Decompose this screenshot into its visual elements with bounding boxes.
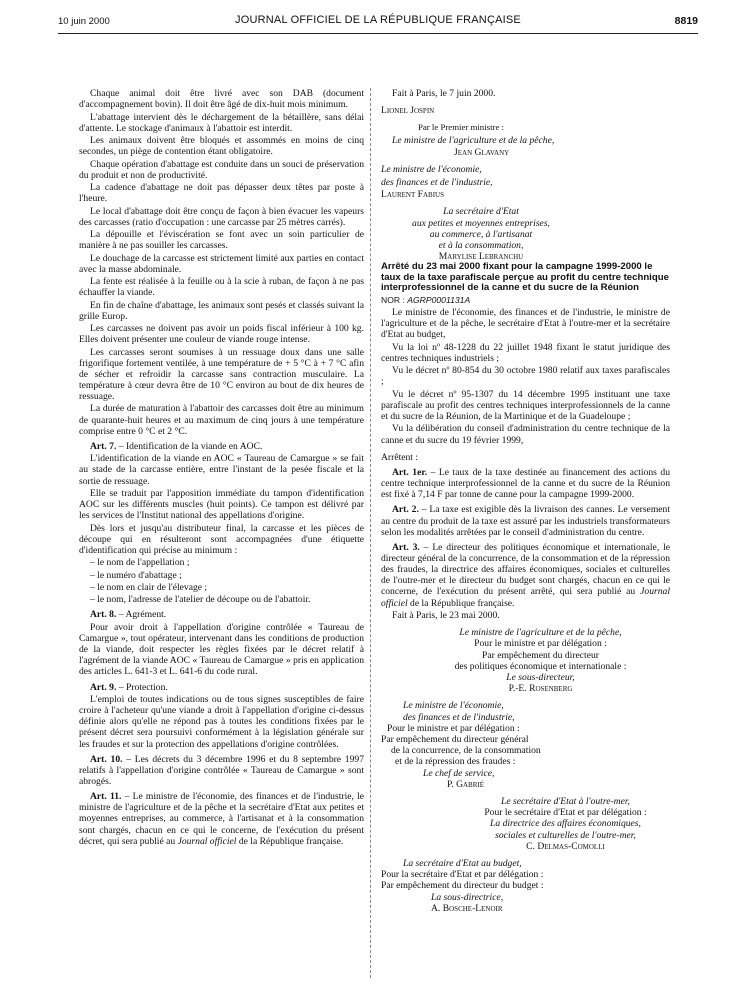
article-10 [79, 754, 364, 787]
paragraph: Vu la loi nº 48-1228 du 22 juillet 1948 fixant le statut juridique des centres techniques industriels ; [381, 341, 670, 364]
paragraph: Chaque opération d'abattage est conduite dans un souci de préservation du produit et non de productivité. [79, 158, 364, 181]
arrete-title: Arrêté du 23 mai 2000 fixant pour la campagne 1999-2000 le taux de la taxe parafiscale perçue au profit du centre technique interprofessionnel de la canne et du sucre de la Réunion [381, 261, 669, 294]
paragraph: L'identification de la viande en AOC « Taureau de Camargue » se fait au stade de la carcasse entière, entre l'instant de la pesée fiscale et la sortie de ressuage. [79, 453, 364, 487]
paragraph: Vu la délibération du conseil d'administration du centre technique de la canne et du sucre du 19 février 1999, [381, 423, 670, 446]
article-label: Art. 7. [90, 440, 117, 452]
signature-line: de la concurrence, de la consommation [391, 745, 541, 757]
article-9-heading [79, 682, 364, 693]
list-item: – le numéro d'abattage ; [90, 569, 182, 581]
signatory-name: P.-E. Rosenberg [508, 683, 573, 695]
article-title: – Protection. [116, 681, 168, 693]
signatory-name: A. Bosche-Lenoir [431, 902, 503, 914]
signatory-role: Le ministre de l'agriculture et de la pêche, [392, 134, 555, 146]
list-item: – le nom, l'adresse de l'atelier de découpe ou de l'abattoir. [90, 594, 311, 606]
article-11 [79, 791, 364, 847]
signatory-role: La secrétaire d'Etat [443, 206, 519, 218]
signature-block-budget [381, 858, 591, 914]
page-number: 8819 [674, 15, 698, 27]
article-label: Art. 11. [90, 791, 122, 803]
signature-line: Par empêchement du directeur du budget : [381, 880, 544, 892]
article-body: – Le taux de la taxe destinée au financement des actions du centre technique interprofessionnel de la canne et du sucre de la Réunion est fixé à 7,14 F par tonne de canne pour la campagne 1999-2000. [381, 466, 670, 501]
nor-reference [381, 295, 670, 306]
right-column [381, 88, 670, 914]
paragraph: La cadence d'abattage ne doit pas dépasser deux têtes par poste à l'heure. [79, 182, 364, 205]
signatory-name: Jean Glavany [454, 147, 510, 159]
signature-line: Pour la secrétaire d'Etat et par délégation : [381, 869, 544, 881]
signatory-name: Laurent Fabius [381, 189, 444, 201]
paragraph: La fente est réalisée à la feuille ou à la scie à ruban, de façon à ne pas échauffer la viande. [79, 276, 364, 299]
article-1 [381, 467, 670, 500]
signatory-role: sociales et culturelles de l'outre-mer, [495, 829, 636, 841]
signature-block-economie [381, 700, 581, 790]
paragraph: Le ministre de l'économie, des finances et de l'industrie, le ministre de l'agriculture et de la pêche, le secrétaire d'Etat à l'outre-mer et la secrétaire d'Etat au budget, [381, 307, 670, 341]
signatory-role: et à la consommation, [438, 239, 524, 251]
header-rule [58, 33, 698, 34]
article-label: Art. 8. [90, 609, 117, 621]
paragraph: Dès lors et jusqu'au distributeur final, la carcasse et les pièces de découpe qui en résulteront sont accompagnées d'une étiquette d'identification qui précise au minimum : [79, 522, 364, 556]
article-title: – Agrément. [116, 609, 167, 621]
journal-officiel-ref: Journal officiel [177, 835, 237, 847]
arretent: Arrêtent : [381, 451, 419, 463]
paragraph: Les animaux doivent être bloqués et assommés en moins de cinq secondes, un piège de contention étant obligatoire. [79, 135, 364, 158]
paragraph: La dépouille et l'éviscération se font avec un soin particulier de manière à ne pas souiller les carcasses. [79, 229, 364, 252]
signature-line: Par le Premier ministre : [418, 122, 504, 133]
article-label: Art. 2. [392, 504, 419, 516]
paragraph: Chaque animal doit être livré avec son DAB (document d'accompagnement bovin). Il doit être âgé de dix-huit mois minimum. [79, 88, 364, 111]
signatory-role: Le chef de service, [423, 767, 495, 779]
header-date: 10 juin 2000 [58, 16, 110, 27]
signature-line: Par empêchement du directeur général [381, 733, 529, 745]
paragraph: Le local d'abattage doit être conçu de façon à bien évacuer les vapeurs des carcasses (ratio d'occupation : une carcasse par 25 mètres carrés). [79, 205, 364, 228]
signature-line: Pour le secrétaire d'Etat et par délégation : [484, 807, 647, 819]
article-7-heading [79, 441, 364, 452]
signature-line: Pour le ministre et par délégation : [387, 722, 520, 734]
nor-label: NOR : [381, 294, 408, 305]
journal-officiel-ref: Journal officiel [381, 586, 670, 609]
signatory-role: Le sous-directeur, [506, 671, 575, 683]
list-item: – le nom de l'appellation ; [90, 557, 190, 569]
article-body: – Le ministre de l'économie, des finances et de l'industrie, le ministre de l'agriculture et de la pêche et la secrétaire d'Etat aux petites et moyennes entreprises, au commerce, à l'artisanat et à la consommation sont chargés, chacun en ce qui le concerne, de l'exécution du présent décret, qui sera publié au [79, 791, 365, 847]
article-label: Art. 9. [90, 681, 117, 693]
date-line: Fait à Paris, le 7 juin 2000. [392, 88, 496, 99]
left-column [79, 88, 364, 848]
header-title: JOURNAL OFFICIEL DE LA RÉPUBLIQUE FRANÇAISE [235, 14, 521, 26]
paragraph: En fin de chaîne d'abattage, les animaux sont pesés et classés suivant la grille Europ. [79, 299, 364, 322]
article-body: – Le directeur des politiques économique et internationale, le directeur général de la concurrence, de la consommation et de la répression des fraudes, la directrice des affaires économiques, sociales et culturelles de l'outre-mer et le directeur du budget sont chargés, chacun en ce qui le concerne, de l'exécution du présent arrêté, qui sera publié au [381, 541, 670, 598]
column-divider [370, 88, 371, 978]
signature-line: Par empêchement du directeur [482, 649, 599, 661]
nor-code: AGRP0001131A [407, 294, 471, 305]
signatory-role: Le ministre de l'agriculture et de la pêche, [459, 627, 622, 639]
paragraph: Le douchage de la carcasse est strictement limité aux parties en contact avec la masse abdominale. [79, 252, 364, 275]
signatory-role: Le ministre de l'économie, [403, 700, 504, 712]
article-3 [381, 542, 670, 609]
signatory-role: des finances et de l'industrie, [403, 711, 515, 723]
article-label: Art. 10. [90, 753, 123, 765]
paragraph: L'abattage intervient dès le déchargement de la bétaillère, sans délai d'attente. Le stockage d'animaux à l'abattoir est interdit. [79, 111, 364, 134]
article-body: – La taxe est exigible dès la livraison des cannes. Le versement au centre du produit de la taxe est assuré par les industriels transformateurs selon les modalités arrêtées par le conseil d'administration du centre. [381, 504, 670, 538]
paragraph: Pour avoir droit à l'appellation d'origine contrôlée « Taureau de Camargue », tout opérateur, intervenant dans les conditions de production de la viande, doit respecter les règles fixées par le décret relatif à l'agrément de la viande AOC « Taureau de Camargue » pris en application des articles L. 641-3 et L. 641-6 du code rural. [79, 621, 364, 678]
signatory-name: Marylise Lebranchu [438, 251, 524, 263]
signatory-role: Le secrétaire d'Etat à l'outre-mer, [501, 795, 630, 807]
paragraph: Les carcasses seront soumises à un ressuage doux dans une salle frigorifique fortement ventilée, à une température de + 5 °C à + 7 °C afin de sécher et refroidir la carcasse sans contraction musculaire. La température à cœur devra être de 10 °C environ au bout de dix heures de ressuage. [79, 346, 364, 403]
signatory-role: La sous-directrice, [431, 891, 504, 903]
article-2 [381, 504, 670, 537]
secretary-signature [381, 206, 581, 262]
page-header [58, 14, 698, 30]
signature-line: Pour le ministre et par délégation : [474, 638, 607, 650]
paragraph: Vu le décret nº 95-1307 du 14 décembre 1995 instituant une taxe parafiscale au profit des centres techniques interprofessionnels de la canne et du sucre de la Réunion, de la Martinique et de la Guadeloupe ; [381, 388, 670, 423]
article-8-heading [79, 609, 364, 620]
paragraph: Vu le décret nº 80-854 du 30 octobre 1980 relatif aux taxes parafiscales ; [381, 365, 670, 388]
paragraph: Les carcasses ne doivent pas avoir un poids fiscal inférieur à 100 kg. Elles doivent présenter une couleur de viande rouge intense. [79, 323, 364, 346]
list-item: – le nom en clair de l'élevage ; [90, 581, 208, 593]
requirements-list [79, 557, 364, 605]
signatory-name: P. Gabrié [447, 778, 484, 790]
signature-block-agriculture [381, 627, 670, 694]
signature-line: des politiques économique et internationale : [454, 660, 627, 672]
article-title: – Identification de la viande en AOC. [116, 440, 263, 452]
paragraph: Elle se traduit par l'apposition immédiate du tampon d'identification AOC sur les différents muscles (huit points). Ce tampon est délivré par les services de l'Institut national des appellations d'origine. [79, 487, 364, 522]
paragraph: L'emploi de toutes indications ou de tous signes susceptibles de faire croire à l'acheteur qu'une viande a droit à l'appellation d'origine ci-dessus définie alors qu'elle ne répond pas à toutes les conditions fixées par le présent décret sera poursuivi conformément à la législation générale sur les fraudes et sur la protection des appellations d'origine contrôlées. [79, 693, 364, 750]
signatory-role: au commerce, à l'artisanat [429, 228, 533, 240]
signatory-role: La secrétaire d'Etat au budget, [403, 857, 522, 869]
article-body: – Les décrets du 3 décembre 1996 et du 8 septembre 1997 relatifs à l'appellation d'origine contrôlée « Taureau de Camargue » sont abrogés. [79, 753, 364, 787]
article-body-end: de la République française. [407, 597, 515, 609]
signatory-role: La directrice des affaires économiques, [490, 818, 641, 830]
article-label: Art. 3. [392, 541, 420, 553]
paragraph: La durée de maturation à l'abattoir des carcasses doit être au minimum de quarante-huit heures et au maximum de cinq jours à une température comprise entre 0 °C et 2 °C. [79, 403, 364, 437]
signature-block-outre-mer [381, 796, 670, 852]
signatory-name: Lionel Jospin [381, 105, 435, 117]
article-body-end: de la République française. [236, 835, 344, 847]
article-label: Art. 1er. [392, 466, 428, 478]
signature-line: et de la répression des fraudes : [395, 756, 516, 768]
signatory-role: des finances et de l'industrie, [381, 176, 493, 188]
date-line: Fait à Paris, le 23 mai 2000. [392, 609, 500, 621]
signatory-name: C. Delmas-Comolli [526, 840, 605, 852]
signatory-role: Le ministre de l'économie, [381, 164, 482, 176]
signatory-role: aux petites et moyennes entreprises, [412, 217, 550, 229]
